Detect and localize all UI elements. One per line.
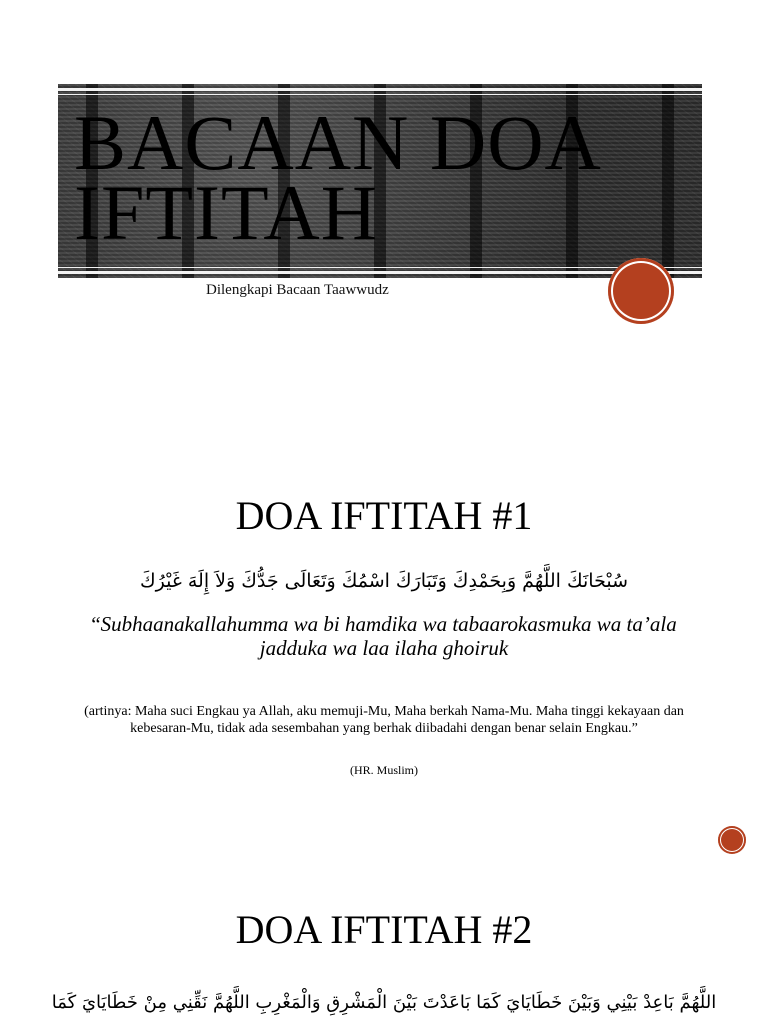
arabic-text-doa-2: اللَّهُمَّ بَاعِدْ بَيْنِي وَبَيْنَ خَطَايَايَ كَمَا بَاعَدْتَ بَيْنَ الْمَشْرِقِ وَالْمَغْرِبِ اللَّهُمَّ نَقِّنِي مِنْ خَطَايَايَ كَمَا	[51, 992, 717, 1013]
accent-circle-decoration-small	[718, 826, 746, 854]
title-banner	[58, 84, 702, 278]
banner-bottom-thin-rule	[58, 267, 702, 268]
banner-top-rule	[58, 88, 702, 91]
page-title	[74, 99, 602, 256]
arabic-text-doa-1: سُبْحَانَكَ اللَّهُمَّ وَبِحَمْدِكَ وَتَبَارَكَ اسْمُكَ وَتَعَالَى جَدُّكَ وَلاَ إِلَهَ غَيْرُكَ	[140, 570, 628, 592]
hadith-source: (HR. Muslim)	[349, 763, 418, 777]
accent-circle-decoration	[608, 258, 674, 324]
transliteration-doa-1	[90, 612, 678, 660]
section-heading-doa-1: DOA IFTITAH #1	[235, 493, 533, 538]
banner-bottom-rule	[58, 271, 702, 274]
subtitle: Dilengkapi Bacaan Taawwudz	[206, 282, 389, 298]
title-line-1: BACAAN DOA	[74, 99, 602, 186]
translation-doa-1: (artinya: Maha suci Engkau ya Allah, aku memuji-Mu, Maha berkah Nama-Mu. Maha tinggi kekayaan dan kebesaran-Mu, tidak ada sesembahan yang berhak diibadahi dengan benar selain Engkau.”	[84, 704, 684, 736]
title-line-2: IFTITAH	[74, 169, 379, 256]
section-heading-doa-2: DOA IFTITAH #2	[235, 907, 533, 952]
transliteration-text: Subhaanakallahumma wa bi hamdika wa tabaarokasmuka wa ta’ala jadduka wa laa ilaha ghoiruk	[100, 612, 677, 660]
open-quote: “	[91, 612, 101, 636]
banner-top-thin-rule	[58, 94, 702, 95]
